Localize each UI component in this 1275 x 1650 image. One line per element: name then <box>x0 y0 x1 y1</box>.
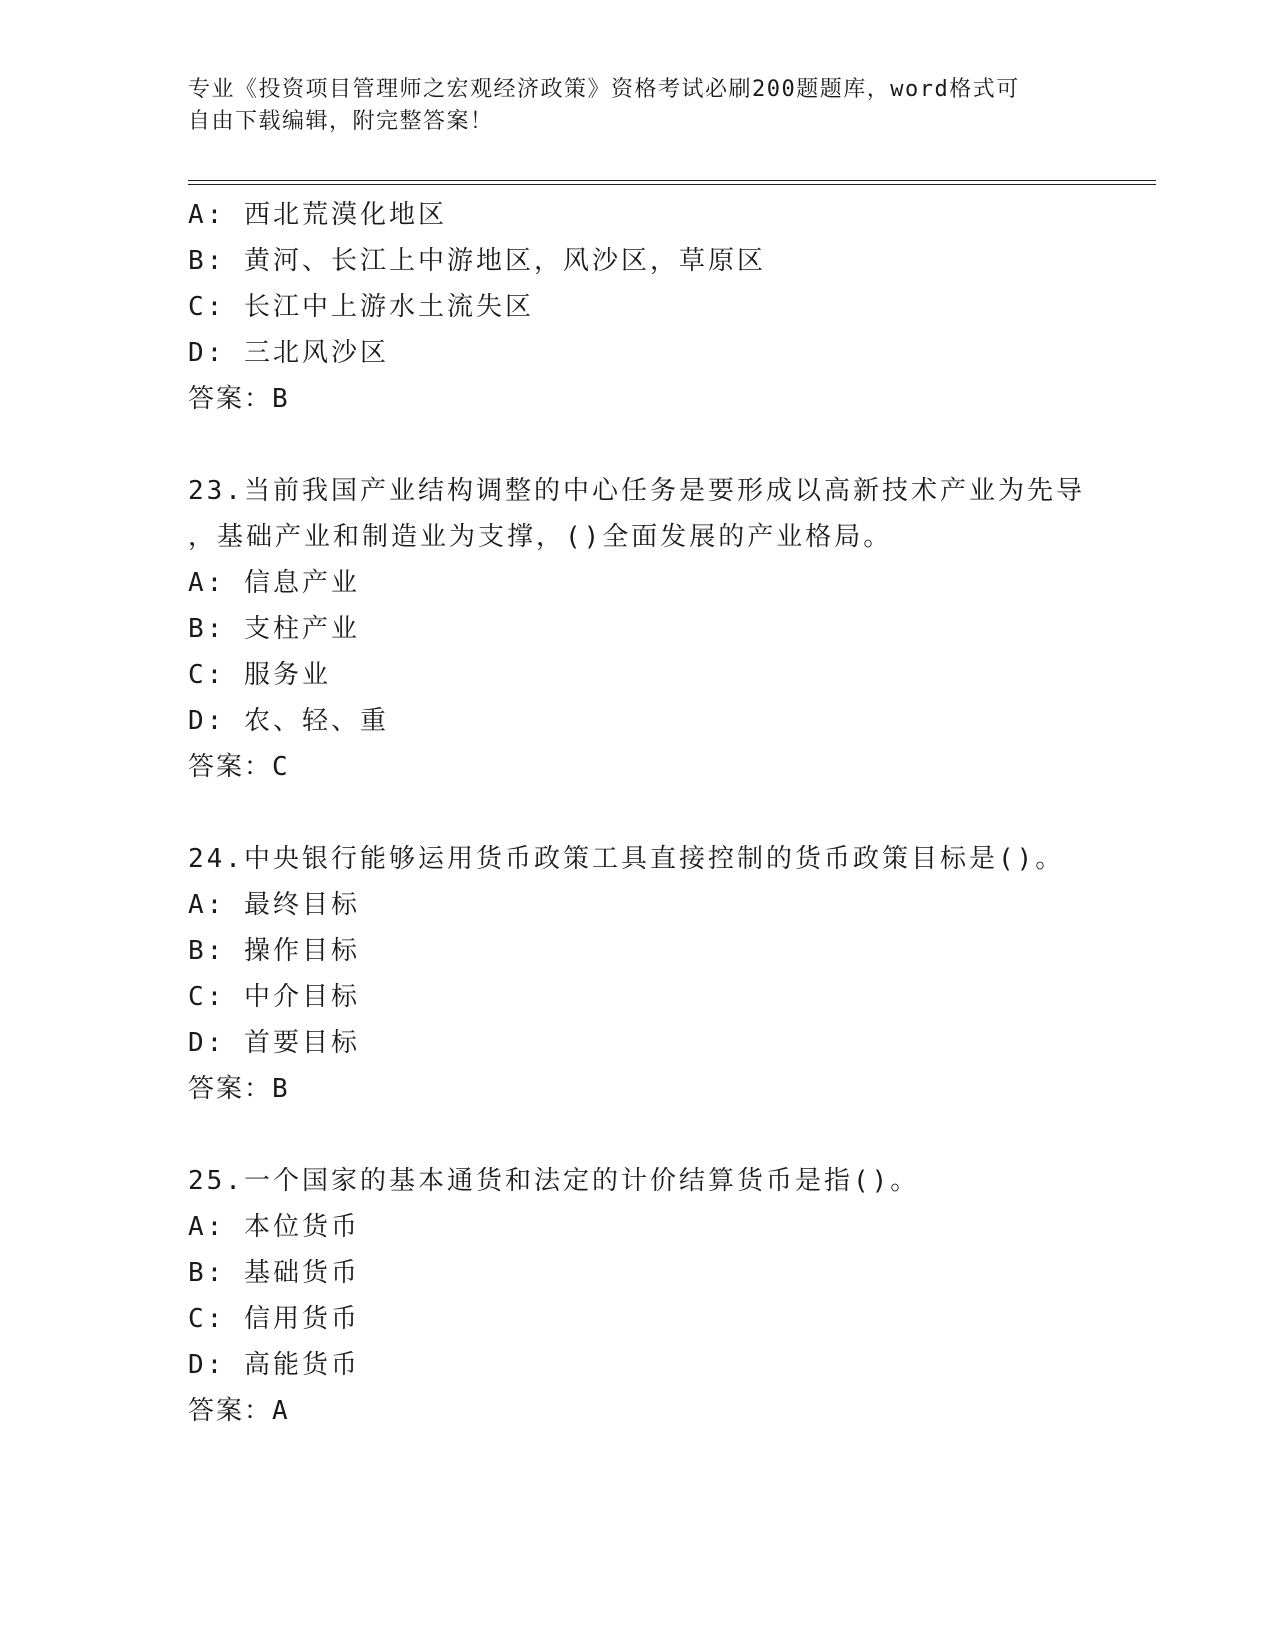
option-a: A: 本位货币 <box>188 1212 360 1242</box>
header-divider-bottom <box>188 184 1156 185</box>
header-line-2: 自由下载编辑，附完整答案！ <box>188 109 494 134</box>
option-d: D: 首要目标 <box>188 1028 360 1058</box>
spacer <box>188 790 1088 836</box>
header-line-1: 专业《投资项目管理师之宏观经济政策》资格考试必刷200题题库，word格式可 <box>188 77 1020 102</box>
option-a: A: 最终目标 <box>188 890 360 920</box>
option-a: A: 西北荒漠化地区 <box>188 200 447 230</box>
answer: 答案：B <box>188 384 290 414</box>
question-24 <box>188 836 1088 1112</box>
option-c: C: 服务业 <box>188 660 331 690</box>
question-25 <box>188 1158 1088 1434</box>
option-c: C: 长江中上游水土流失区 <box>188 292 534 322</box>
question-list <box>188 192 1088 1434</box>
option-c: C: 信用货币 <box>188 1304 360 1334</box>
question-stem-line-2: ，基础产业和制造业为支撑，()全面发展的产业格局。 <box>188 522 893 552</box>
spacer <box>188 422 1088 468</box>
question-23 <box>188 468 1088 790</box>
spacer <box>188 1112 1088 1158</box>
question-22 <box>188 192 1088 422</box>
answer: 答案：C <box>188 752 290 782</box>
answer: 答案：B <box>188 1074 290 1104</box>
option-d: D: 三北风沙区 <box>188 338 389 368</box>
option-b: B: 黄河、长江上中游地区，风沙区，草原区 <box>188 246 766 276</box>
option-d: D: 农、轻、重 <box>188 706 389 736</box>
question-stem-line-1: 23.当前我国产业结构调整的中心任务是要形成以高新技术产业为先导 <box>188 476 1085 506</box>
option-b: B: 操作目标 <box>188 936 360 966</box>
option-a: A: 信息产业 <box>188 568 360 598</box>
option-b: B: 基础货币 <box>188 1258 360 1288</box>
header-divider-top <box>188 180 1156 181</box>
option-c: C: 中介目标 <box>188 982 360 1012</box>
option-b: B: 支柱产业 <box>188 614 360 644</box>
document-header <box>188 74 1068 138</box>
option-d: D: 高能货币 <box>188 1350 360 1380</box>
question-stem: 25.一个国家的基本通货和法定的计价结算货币是指()。 <box>188 1166 920 1196</box>
question-stem: 24.中央银行能够运用货币政策工具直接控制的货币政策目标是()。 <box>188 844 1065 874</box>
answer: 答案：A <box>188 1396 290 1426</box>
